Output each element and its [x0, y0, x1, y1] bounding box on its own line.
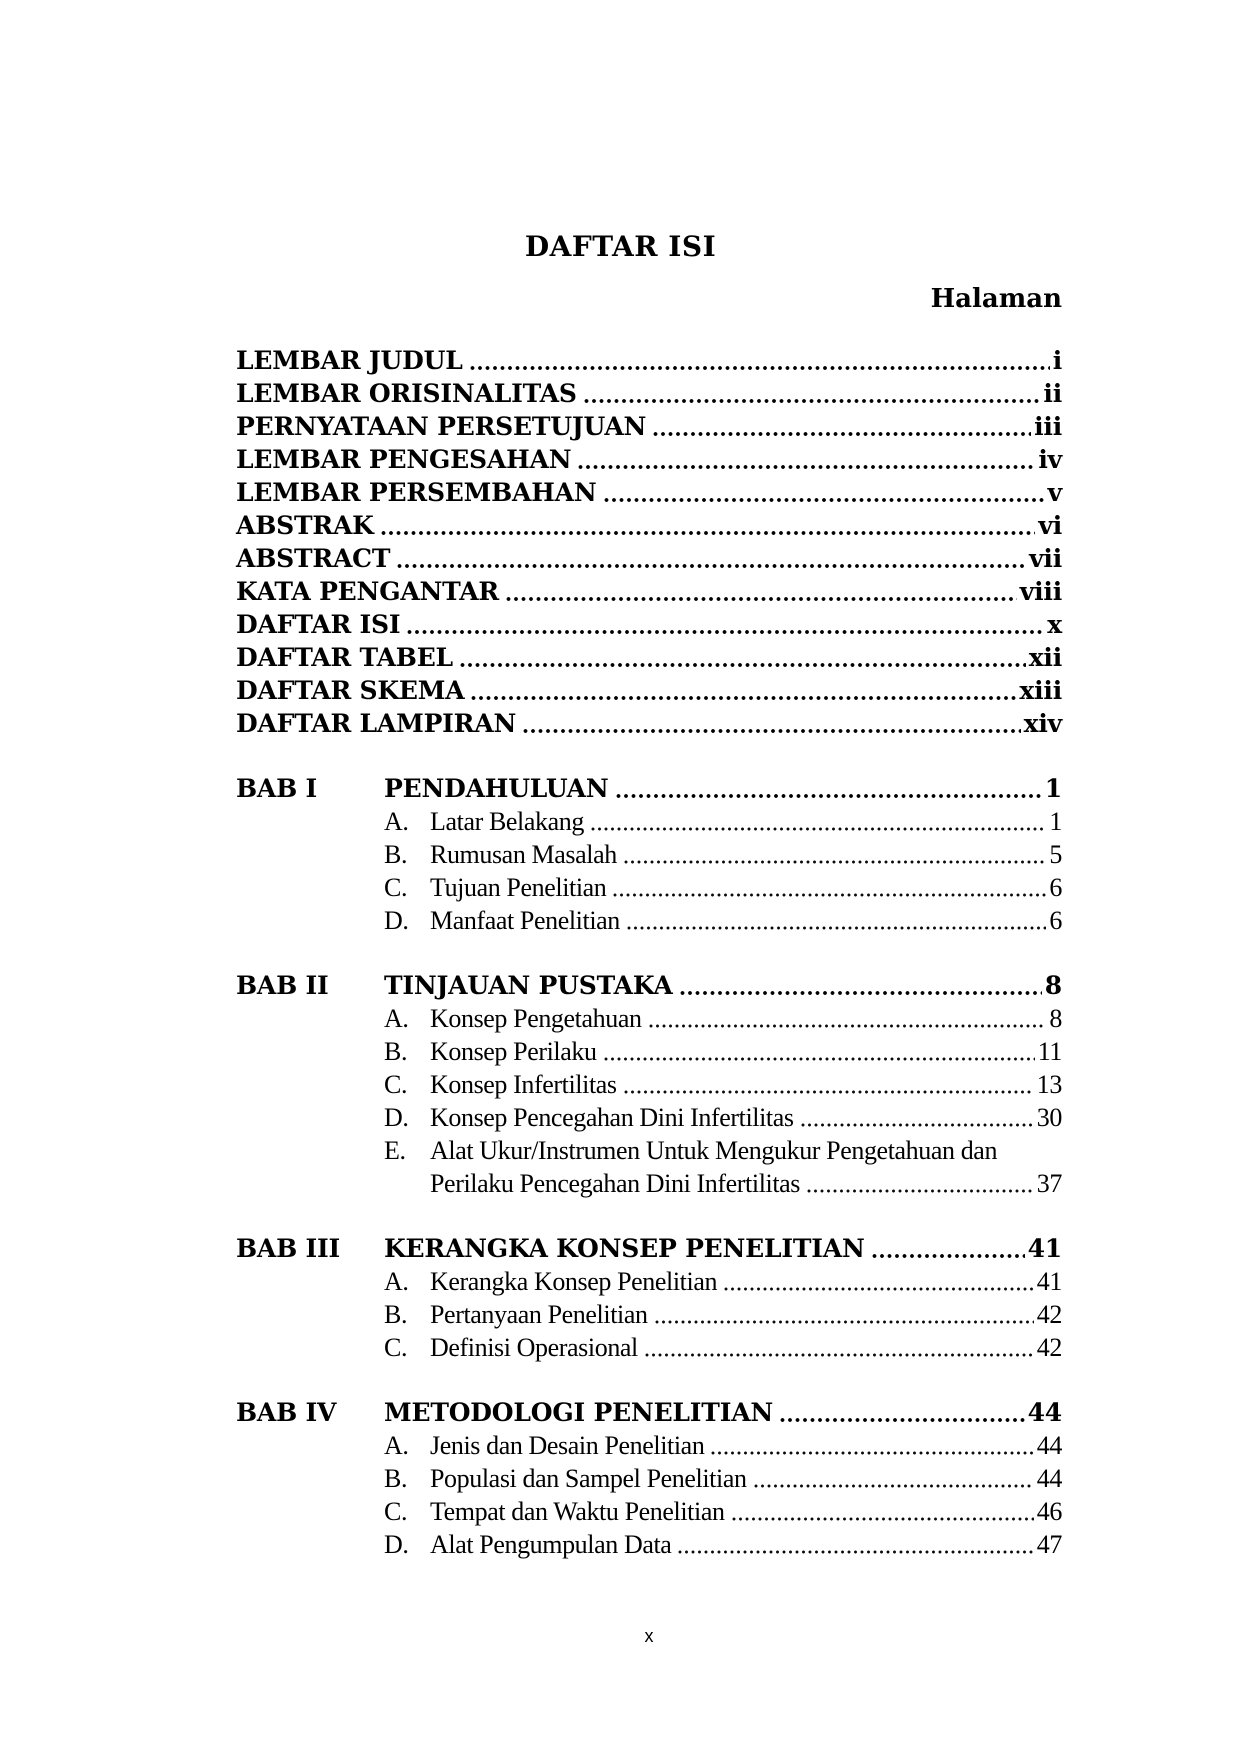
chapter-entry [236, 1232, 1062, 1265]
indent-spacer [236, 1101, 384, 1134]
section-label: Konsep Perilaku [430, 1037, 597, 1066]
section-entry [236, 1462, 1062, 1495]
toc-entry [236, 476, 1062, 509]
chapter-block [236, 1396, 1062, 1561]
toc-content [236, 0, 1062, 1754]
chapter-block [236, 969, 1062, 1200]
section-letter: A. [384, 1267, 409, 1296]
section-letter: D. [384, 906, 409, 935]
chapter-number: BAB III [236, 1234, 341, 1263]
indent-spacer [236, 1462, 384, 1495]
section-entry [236, 1134, 1062, 1167]
toc-entry-label: LEMBAR JUDUL [236, 346, 463, 375]
section-page: 42 [1036, 1300, 1062, 1329]
section-letter: B. [384, 840, 408, 869]
dot-leader [583, 397, 1041, 405]
section-letter: A. [384, 1004, 409, 1033]
toc-entry [236, 410, 1062, 443]
dot-leader [677, 1548, 1033, 1556]
section-label: Jenis dan Desain Penelitian [430, 1431, 705, 1460]
dot-leader [648, 1022, 1047, 1030]
section-entry [236, 838, 1062, 871]
section-page: 46 [1036, 1497, 1062, 1526]
indent-spacer [236, 1265, 384, 1298]
section-entry [236, 1265, 1062, 1298]
indent-spacer [236, 1429, 384, 1462]
dot-leader [470, 694, 1016, 702]
section-page: 37 [1036, 1169, 1062, 1198]
section-letter: C. [384, 1333, 408, 1362]
chapter-block [236, 1232, 1062, 1364]
dot-leader [396, 562, 1026, 570]
section-entry [236, 1429, 1062, 1462]
toc-entry-page: x [1047, 610, 1062, 639]
dot-leader [806, 1187, 1034, 1195]
dot-leader [626, 924, 1046, 932]
section-page: 6 [1049, 906, 1062, 935]
toc-entry-page: iv [1038, 445, 1062, 474]
dot-leader [577, 463, 1035, 471]
toc-entry-label: DAFTAR SKEMA [236, 676, 465, 705]
section-letter: C. [384, 1497, 408, 1526]
section-page: 42 [1036, 1333, 1062, 1362]
section-label: Konsep Infertilitas [430, 1070, 617, 1099]
section-entry [236, 1298, 1062, 1331]
indent-spacer [236, 1068, 384, 1101]
toc-entry-label: DAFTAR ISI [236, 610, 401, 639]
section-label: Definisi Operasional [430, 1333, 638, 1362]
section-letter: B. [384, 1037, 408, 1066]
chapter-page: 41 [1027, 1234, 1062, 1263]
section-label: Kerangka Konsep Penelitian [430, 1267, 718, 1296]
chapter-title: PENDAHULUAN [384, 774, 609, 803]
section-entry [236, 1068, 1062, 1101]
indent-spacer [236, 838, 384, 871]
section-letter [384, 1167, 430, 1200]
section-label: Populasi dan Sampel Penelitian [430, 1464, 747, 1493]
dot-leader [603, 496, 1045, 504]
dot-leader [612, 891, 1046, 899]
chapter-list [236, 740, 1062, 1561]
chapter-title: KERANGKA KONSEP PENELITIAN [384, 1234, 865, 1263]
section-letter: B. [384, 1300, 408, 1329]
indent-spacer [236, 805, 384, 838]
chapter-entry [236, 772, 1062, 805]
chapter-number: BAB II [236, 971, 329, 1000]
toc-entry [236, 377, 1062, 410]
front-matter-list [236, 344, 1062, 740]
toc-entry-label: KATA PENGANTAR [236, 577, 499, 606]
toc-entry-label: ABSTRACT [236, 544, 391, 573]
indent-spacer [236, 1167, 384, 1200]
indent-spacer [236, 1298, 384, 1331]
section-page: 47 [1036, 1530, 1062, 1559]
dot-leader [505, 595, 1017, 603]
indent-spacer [236, 871, 384, 904]
section-page: 30 [1036, 1103, 1062, 1132]
section-label: Alat Pengumpulan Data [430, 1530, 672, 1559]
chapter-page: 44 [1027, 1398, 1062, 1427]
indent-spacer [236, 1002, 384, 1035]
section-letter: D. [384, 1103, 409, 1132]
chapter-page: 1 [1044, 774, 1062, 803]
section-entry [236, 1331, 1062, 1364]
toc-entry [236, 344, 1062, 377]
dot-leader [644, 1351, 1034, 1359]
dot-leader [603, 1055, 1035, 1063]
section-letter: C. [384, 873, 408, 902]
chapter-entry [236, 1396, 1062, 1429]
chapter-number: BAB IV [236, 1398, 337, 1427]
section-label: Tempat dan Waktu Penelitian [430, 1497, 725, 1526]
dot-leader [710, 1449, 1033, 1457]
section-letter: C. [384, 1070, 408, 1099]
chapter-page: 8 [1044, 971, 1062, 1000]
indent-spacer [236, 1331, 384, 1364]
toc-entry-page: v [1047, 478, 1062, 507]
toc-entry-label: LEMBAR PERSEMBAHAN [236, 478, 597, 507]
section-page: 13 [1036, 1070, 1062, 1099]
section-entry [236, 805, 1062, 838]
dot-leader [406, 628, 1044, 636]
dot-leader [654, 1318, 1034, 1326]
dot-leader [723, 1285, 1034, 1293]
page-number-footer: x [644, 1626, 654, 1646]
dot-leader [469, 364, 1050, 372]
section-page: 44 [1036, 1431, 1062, 1460]
toc-entry-page: vii [1029, 544, 1062, 573]
section-page: 6 [1049, 873, 1062, 902]
toc-entry [236, 707, 1062, 740]
indent-spacer [236, 904, 384, 937]
section-page: 1 [1049, 807, 1062, 836]
section-letter: A. [384, 1431, 409, 1460]
dot-leader [615, 792, 1042, 800]
dot-leader [380, 529, 1036, 537]
chapter-entry [236, 969, 1062, 1002]
dot-leader [871, 1252, 1025, 1260]
line-fill [997, 1134, 1062, 1167]
dot-leader [623, 858, 1047, 866]
dot-leader [731, 1515, 1034, 1523]
toc-entry [236, 608, 1062, 641]
section-page: 41 [1036, 1267, 1062, 1296]
section-label: Manfaat Penelitian [430, 906, 620, 935]
toc-entry-label: LEMBAR ORISINALITAS [236, 379, 577, 408]
section-entry [236, 1528, 1062, 1561]
section-label: Tujuan Penelitian [430, 873, 607, 902]
indent-spacer [236, 1134, 384, 1167]
toc-entry [236, 509, 1062, 542]
section-page: 8 [1049, 1004, 1062, 1033]
section-entry [236, 1035, 1062, 1068]
section-entry [236, 1101, 1062, 1134]
dot-leader [800, 1121, 1034, 1129]
section-letter: E. [384, 1136, 406, 1165]
section-page: 5 [1049, 840, 1062, 869]
section-label: Konsep Pengetahuan [430, 1004, 642, 1033]
toc-entry-page: xii [1028, 643, 1062, 672]
toc-entry-label: PERNYATAAN PERSETUJUAN [236, 412, 647, 441]
section-entry [236, 1002, 1062, 1035]
chapter-number: BAB I [236, 774, 318, 803]
chapter-block [236, 772, 1062, 937]
page-title: DAFTAR ISI [524, 230, 717, 263]
section-entry [236, 1167, 1062, 1200]
toc-entry-label: ABSTRAK [236, 511, 374, 540]
toc-entry [236, 542, 1062, 575]
toc-entry-page: xiv [1023, 709, 1062, 738]
page-column-header: Halaman [930, 284, 1062, 314]
section-label: Rumusan Masalah [430, 840, 617, 869]
chapter-title: TINJAUAN PUSTAKA [384, 971, 673, 1000]
toc-entry [236, 674, 1062, 707]
section-entry [236, 904, 1062, 937]
dot-leader [652, 430, 1031, 438]
toc-entry-page: vi [1038, 511, 1062, 540]
section-label: Latar Belakang [430, 807, 584, 836]
toc-entry-page: i [1052, 346, 1062, 375]
indent-spacer [236, 1495, 384, 1528]
section-page: 11 [1037, 1037, 1062, 1066]
toc-entry-page: xiii [1019, 676, 1062, 705]
indent-spacer [236, 1528, 384, 1561]
toc-entry-page: iii [1034, 412, 1062, 441]
toc-entry [236, 575, 1062, 608]
toc-entry-label: DAFTAR TABEL [236, 643, 453, 672]
dot-leader [753, 1482, 1034, 1490]
section-label: Alat Ukur/Instrumen Untuk Mengukur Pengetahuan dan [430, 1136, 998, 1165]
section-label: Perilaku Pencegahan Dini Infertilitas [430, 1169, 801, 1198]
dot-leader [522, 727, 1021, 735]
section-label: Konsep Pencegahan Dini Infertilitas [430, 1103, 794, 1132]
section-page: 44 [1036, 1464, 1062, 1493]
dot-leader [679, 989, 1042, 997]
indent-spacer [236, 1035, 384, 1068]
toc-entry-page: ii [1043, 379, 1062, 408]
toc-entry-label: DAFTAR LAMPIRAN [236, 709, 517, 738]
section-entry [236, 871, 1062, 904]
section-letter: B. [384, 1464, 408, 1493]
dot-leader [459, 661, 1026, 669]
dot-leader [779, 1416, 1025, 1424]
dot-leader [623, 1088, 1034, 1096]
section-entry [236, 1495, 1062, 1528]
toc-entry [236, 443, 1062, 476]
dot-leader [590, 825, 1046, 833]
toc-entry-page: viii [1019, 577, 1062, 606]
toc-entry [236, 641, 1062, 674]
section-letter: D. [384, 1530, 409, 1559]
section-letter: A. [384, 807, 409, 836]
chapter-title: METODOLOGI PENELITIAN [384, 1398, 774, 1427]
toc-entry-label: LEMBAR PENGESAHAN [236, 445, 572, 474]
section-label: Pertanyaan Penelitian [430, 1300, 648, 1329]
